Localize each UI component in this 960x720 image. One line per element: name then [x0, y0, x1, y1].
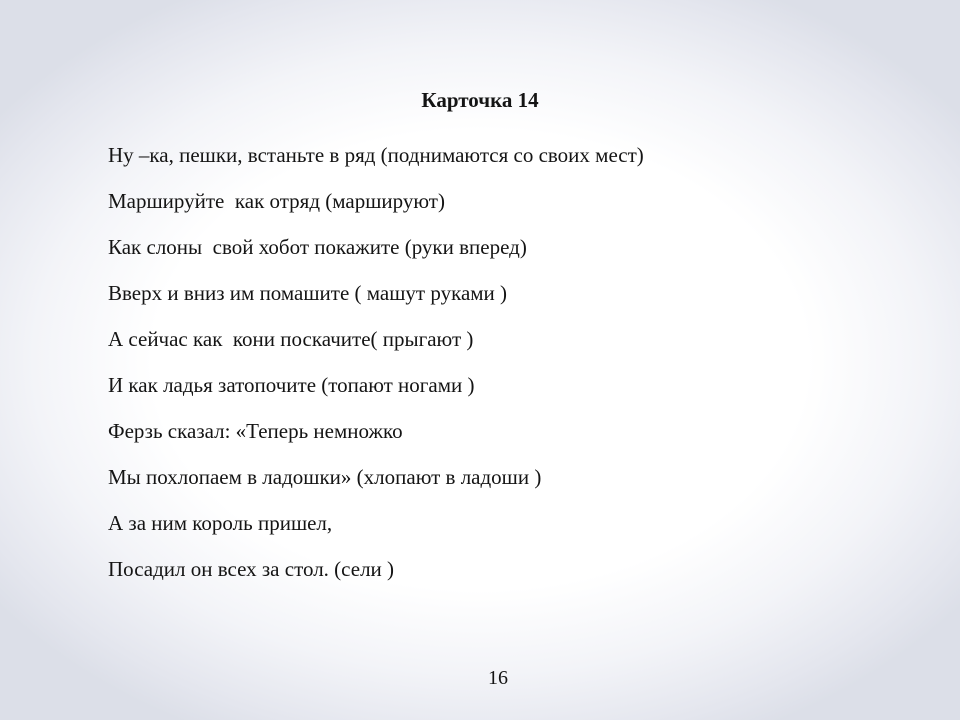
poem-line: Ферзь сказал: «Теперь немножко — [108, 419, 403, 443]
poem-line: Мы похлопаем в ладошки» (хлопают в ладоши ) — [108, 465, 542, 489]
poem-line: Посадил он всех за стол. (сели ) — [108, 557, 395, 581]
poem-line: А за ним король пришел, — [108, 511, 333, 535]
poem-line: Маршируйте как отряд (маршируют) — [108, 189, 445, 213]
page-number: 16 — [488, 667, 508, 689]
poem-line: Ну –ка, пешки, встаньте в ряд (поднимаются со своих мест) — [108, 143, 644, 167]
poem-line: А сейчас как кони поскачите( прыгают ) — [108, 327, 474, 351]
poem-line: И как ладья затопочите (топают ногами ) — [108, 373, 475, 397]
poem-line: Вверх и вниз им помашите ( машут руками ) — [108, 281, 508, 305]
poem-text — [108, 141, 868, 601]
poem-line: Как слоны свой хобот покажите (руки вперед) — [108, 235, 527, 259]
card-title: Карточка 14 — [421, 88, 539, 112]
